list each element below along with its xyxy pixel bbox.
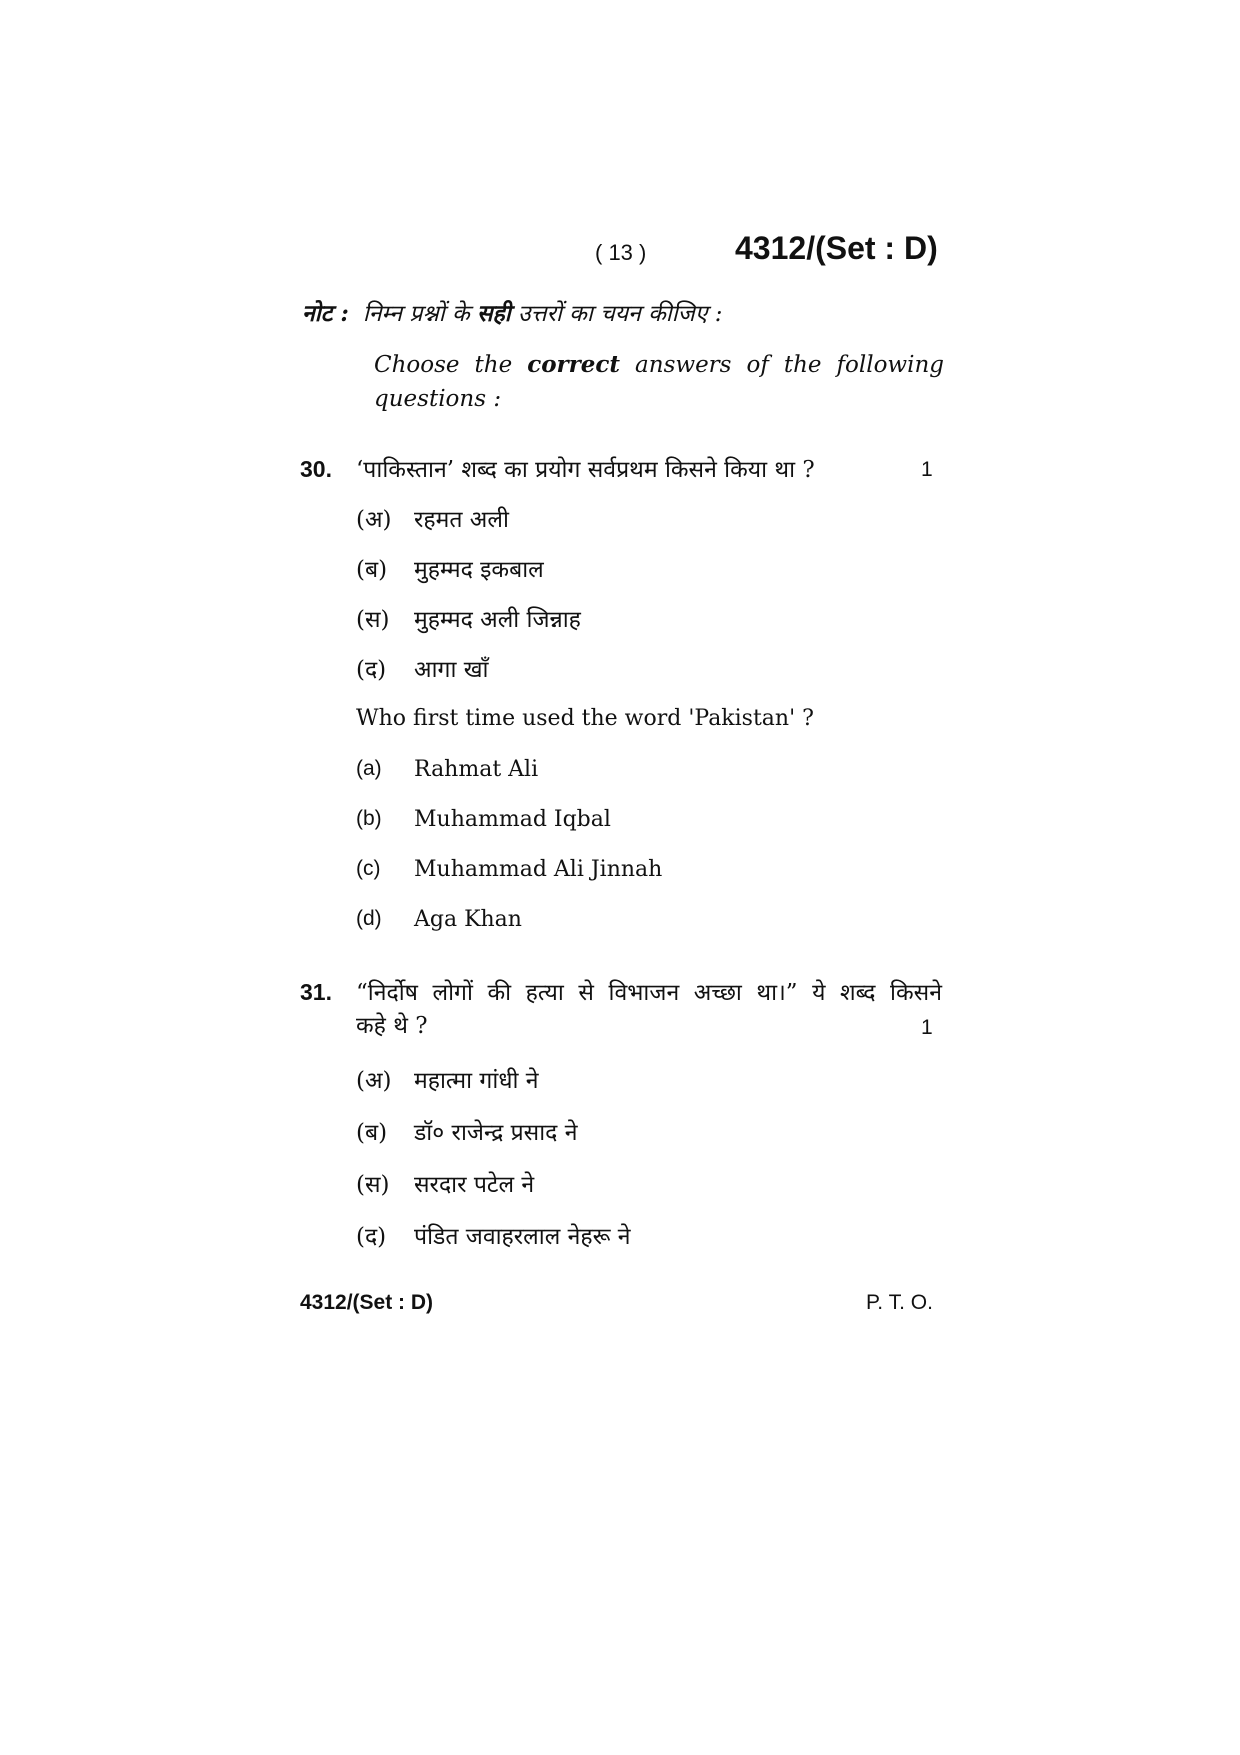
option-label: (ब) — [356, 557, 388, 583]
question-30-option-english — [356, 857, 662, 882]
question-31-hindi-text-line1: “निर्दोष लोगों की हत्या से विभाजन अच्छा था।” ये शब्द किसने — [356, 980, 942, 1006]
question-30-option-english — [356, 907, 522, 932]
option-text: मुहम्मद इकबाल — [414, 557, 544, 583]
option-label: (b) — [356, 807, 382, 830]
question-31-hindi-text-line2: कहे थे ? — [356, 1013, 428, 1039]
paper-code: 4312/(Set : D) — [735, 230, 938, 266]
option-label: (a) — [356, 757, 382, 780]
option-text: पंडित जवाहरलाल नेहरू ने — [414, 1224, 631, 1250]
question-30-option-hindi — [356, 652, 489, 684]
option-text: आगा खाँ — [414, 657, 489, 683]
question-31-marks: 1 — [921, 1016, 933, 1039]
option-label: (अ) — [356, 507, 392, 533]
option-label: (द) — [356, 657, 387, 683]
note-english-after: answers of the following questions : — [374, 352, 945, 412]
question-30-option-english — [356, 757, 538, 782]
question-30-option-english — [356, 807, 611, 832]
note-english-before: Choose the — [374, 352, 528, 378]
option-label: (स) — [356, 607, 390, 633]
option-text: महात्मा गांधी ने — [414, 1068, 539, 1094]
question-30-marks: 1 — [921, 458, 933, 481]
note-hindi-bold: सही — [476, 300, 511, 327]
question-30-option-hindi — [356, 502, 509, 534]
note-english-bold: correct — [527, 351, 621, 378]
question-31-option-hindi — [356, 1063, 539, 1095]
option-text: Muhammad Iqbal — [414, 807, 611, 832]
option-text: Aga Khan — [414, 907, 522, 932]
question-30-hindi-text: ‘पाकिस्तान’ शब्द का प्रयोग सर्वप्रथम किसने किया था ? — [356, 457, 815, 483]
question-31-option-hindi — [356, 1167, 534, 1199]
question-31-option-hindi — [356, 1219, 631, 1251]
option-text: रहमत अली — [414, 507, 509, 533]
option-label: (ब) — [356, 1120, 388, 1146]
note-label: नोट : — [302, 300, 349, 327]
option-label: (d) — [356, 907, 382, 930]
page-number: ( 13 ) — [595, 240, 647, 265]
option-text: Muhammad Ali Jinnah — [414, 857, 663, 882]
option-text: सरदार पटेल ने — [414, 1172, 535, 1198]
footer-paper-code: 4312/(Set : D) — [300, 1291, 434, 1314]
question-30-option-hindi — [356, 552, 544, 584]
instruction-note-hindi — [302, 296, 723, 328]
question-31-option-hindi — [356, 1115, 577, 1147]
question-30-option-hindi — [356, 602, 581, 634]
note-hindi-after: उत्तरों का चयन कीजिए : — [510, 301, 723, 327]
option-label: (अ) — [356, 1068, 392, 1094]
option-label: (द) — [356, 1224, 387, 1250]
option-text: मुहम्मद अली जिन्नाह — [414, 607, 581, 633]
option-text: डॉ० राजेन्द्र प्रसाद ने — [414, 1120, 578, 1146]
option-label: (स) — [356, 1172, 390, 1198]
question-30-english-text: Who first time used the word 'Pakistan' ? — [356, 706, 814, 731]
option-label: (c) — [356, 857, 381, 880]
question-31-number: 31. — [300, 979, 332, 1005]
option-text: Rahmat Ali — [414, 757, 539, 782]
note-hindi-before: निम्न प्रश्नों के — [362, 301, 477, 327]
question-30-number: 30. — [300, 456, 332, 482]
instruction-note-english — [374, 348, 944, 416]
please-turn-over: P. T. O. — [866, 1291, 933, 1314]
